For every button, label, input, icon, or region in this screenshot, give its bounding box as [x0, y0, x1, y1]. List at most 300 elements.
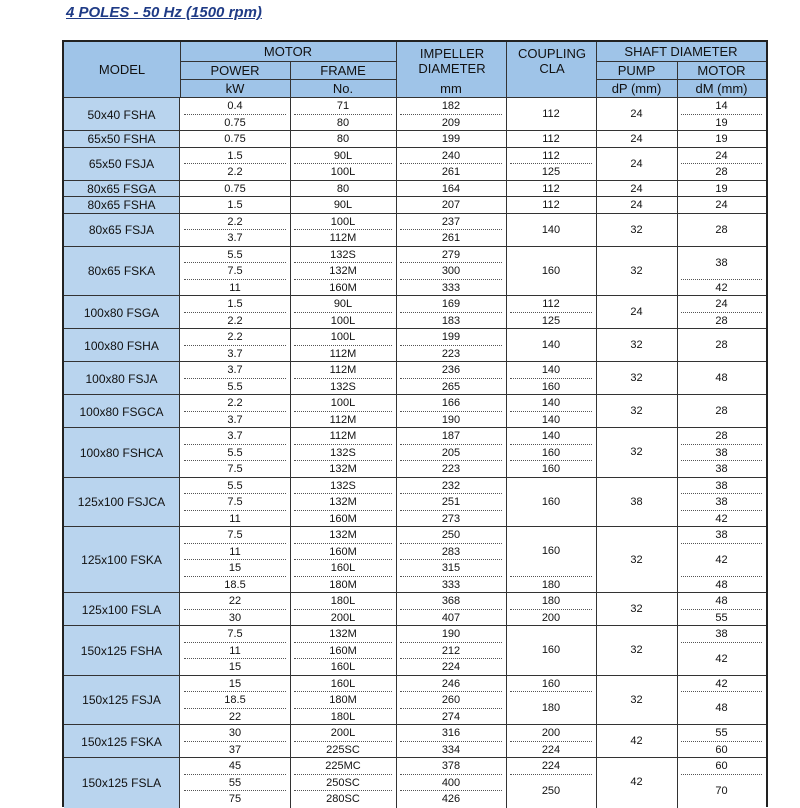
column-rule	[506, 247, 507, 297]
model-group	[64, 147, 766, 181]
power-cell: 0.75	[224, 133, 246, 145]
model-cell: 100x80 FSGA	[64, 296, 180, 329]
model-group	[64, 130, 766, 148]
model-cell: 125x100 FSJCA	[64, 478, 180, 528]
impeller-cell: 166	[400, 395, 502, 412]
frame-cell: 160M	[329, 281, 357, 294]
impeller-cell: 300	[400, 263, 502, 280]
motor-shaft-cell: 48	[681, 593, 762, 610]
frame-cell: 100L	[330, 166, 356, 178]
power-cell: 7.5	[227, 463, 243, 475]
column-rule	[677, 428, 678, 478]
coupling-cell: 180	[510, 593, 592, 610]
model-group	[64, 625, 766, 676]
model-cell: 80x65 FSHA	[64, 197, 180, 214]
coupling-cell: 160	[510, 445, 592, 462]
impeller-cell: 333	[441, 578, 461, 591]
header-impeller: IMPELLER DIAMETER	[418, 46, 486, 76]
frame-cell: 180M	[329, 578, 357, 591]
motor-shaft-cell: 42	[681, 544, 762, 577]
impeller-cell: 209	[441, 116, 461, 129]
pump-shaft-cell: 42	[630, 776, 643, 788]
column-rule	[506, 131, 507, 148]
model-group	[64, 361, 766, 395]
coupling-cell: 160	[510, 527, 592, 577]
frame-cell: 160L	[294, 676, 392, 693]
header-impeller-unit: mm	[440, 80, 462, 96]
impeller-cell: 199	[441, 133, 461, 145]
impeller-cell: 190	[441, 413, 461, 426]
column-rule	[506, 148, 507, 181]
motor-shaft-cell: 28	[715, 166, 728, 178]
frame-cell: 180L	[330, 710, 356, 723]
column-rule	[290, 214, 291, 247]
column-rule	[506, 527, 507, 593]
frame-cell: 132S	[294, 445, 392, 462]
column-rule	[290, 428, 291, 478]
frame-cell: 132S	[294, 247, 392, 264]
power-cell: 15	[184, 560, 286, 577]
power-cell: 3.7	[227, 232, 243, 244]
impeller-cell: 199	[400, 329, 502, 346]
power-cell: 3.7	[184, 428, 286, 445]
motor-shaft-cell: 28	[681, 428, 762, 445]
column-rule	[596, 181, 597, 198]
pump-shaft-cell: 24	[630, 182, 643, 195]
power-cell: 0.75	[224, 116, 246, 129]
column-rule	[596, 362, 597, 395]
column-rule	[290, 197, 291, 214]
power-cell: 5.5	[227, 380, 243, 393]
frame-cell: 132M	[329, 463, 357, 475]
column-rule	[506, 593, 507, 626]
column-rule	[596, 247, 597, 297]
impeller-cell: 368	[400, 593, 502, 610]
motor-shaft-cell: 60	[681, 758, 762, 775]
model-cell: 65x50 FSHA	[64, 131, 180, 148]
motor-shaft-cell: 48	[715, 702, 728, 714]
power-cell: 7.5	[184, 626, 286, 643]
pump-shaft-cell: 32	[630, 264, 643, 277]
column-rule	[396, 362, 397, 395]
frame-cell: 225SC	[326, 743, 360, 756]
header-rule	[596, 61, 766, 62]
model-cell: 65x50 FSJA	[64, 148, 180, 181]
frame-cell: 132M	[294, 626, 392, 643]
header-pump-unit: dP (mm)	[611, 80, 662, 96]
header-frame: FRAME	[320, 62, 366, 78]
column-rule	[290, 148, 291, 181]
column-rule	[506, 98, 507, 131]
power-cell: 5.5	[184, 478, 286, 495]
column-rule	[396, 197, 397, 214]
impeller-cell: 212	[400, 643, 502, 660]
column-rule	[596, 214, 597, 247]
column-rule	[596, 725, 597, 758]
impeller-cell: 169	[400, 296, 502, 313]
motor-shaft-cell: 19	[715, 116, 728, 129]
header-rule	[180, 79, 396, 80]
impeller-cell: 190	[400, 626, 502, 643]
coupling-cell: 200	[510, 725, 592, 742]
frame-cell: 80	[336, 133, 350, 145]
motor-shaft-cell: 28	[715, 405, 728, 417]
power-cell: 2.2	[184, 395, 286, 412]
motor-shaft-cell: 60	[715, 743, 728, 756]
power-cell: 1.5	[184, 296, 286, 313]
model-cell: 80x65 FSJA	[64, 214, 180, 247]
model-cell: 100x80 FSHCA	[64, 428, 180, 478]
column-rule	[677, 197, 678, 214]
pump-shaft-cell: 24	[630, 108, 643, 120]
frame-cell: 112M	[329, 413, 357, 426]
motor-shaft-cell: 24	[715, 199, 728, 211]
power-cell: 1.5	[184, 148, 286, 165]
column-rule	[506, 296, 507, 329]
model-group	[64, 97, 766, 131]
pump-shaft-cell: 32	[630, 554, 643, 566]
header-rule	[596, 42, 597, 97]
coupling-cell: 140	[541, 413, 561, 426]
coupling-cell: 180	[541, 578, 561, 591]
frame-cell: 80	[336, 182, 350, 195]
pump-shaft-cell: 24	[630, 133, 643, 145]
header-rule	[180, 61, 396, 62]
column-rule	[290, 98, 291, 131]
column-rule	[677, 214, 678, 247]
model-group	[64, 592, 766, 626]
impeller-cell: 260	[400, 692, 502, 709]
header-rule	[180, 42, 181, 97]
header-frame-unit: No.	[332, 80, 354, 96]
motor-shaft-cell: 14	[681, 98, 762, 115]
coupling-cell: 140	[541, 339, 561, 351]
coupling-cell: 200	[541, 611, 561, 624]
header-rule	[596, 79, 766, 80]
coupling-cell: 140	[510, 362, 592, 379]
model-group	[64, 180, 766, 198]
frame-cell: 200L	[294, 725, 392, 742]
impeller-cell: 246	[400, 676, 502, 693]
power-cell: 2.2	[227, 166, 243, 178]
column-rule	[596, 98, 597, 131]
motor-shaft-cell: 24	[681, 296, 762, 313]
column-rule	[596, 626, 597, 676]
column-rule	[396, 758, 397, 808]
pump-shaft-cell: 24	[630, 199, 643, 211]
impeller-cell: 164	[441, 182, 461, 195]
column-rule	[506, 214, 507, 247]
model-cell: 150x125 FSLA	[64, 758, 180, 808]
motor-shaft-cell: 28	[715, 223, 728, 236]
coupling-cell: 160	[541, 463, 561, 475]
column-rule	[596, 478, 597, 528]
impeller-cell: 426	[441, 793, 461, 805]
pump-shaft-cell: 38	[630, 495, 643, 508]
coupling-cell: 112	[510, 296, 592, 313]
column-rule	[290, 478, 291, 528]
coupling-cell: 160	[541, 495, 561, 508]
model-group	[64, 246, 766, 297]
model-cell: 125x100 FSLA	[64, 593, 180, 626]
impeller-cell: 407	[441, 611, 461, 624]
column-rule	[677, 478, 678, 528]
pump-shaft-cell: 32	[630, 693, 643, 706]
pump-shaft-cell: 24	[630, 306, 643, 318]
column-rule	[396, 626, 397, 676]
frame-cell: 132M	[294, 527, 392, 544]
frame-cell: 100L	[294, 214, 392, 231]
model-cell: 100x80 FSJA	[64, 362, 180, 395]
column-rule	[596, 395, 597, 428]
header-pump: PUMP	[617, 62, 656, 78]
column-rule	[290, 329, 291, 362]
motor-shaft-cell: 19	[715, 182, 728, 195]
motor-shaft-cell: 28	[715, 314, 728, 327]
pump-shaft-cell: 32	[630, 223, 643, 236]
column-rule	[596, 676, 597, 726]
model-cell: 80x65 FSKA	[64, 247, 180, 297]
impeller-cell: 205	[400, 445, 502, 462]
power-cell: 3.7	[227, 413, 243, 426]
column-rule	[677, 676, 678, 726]
pump-shaft-cell: 24	[630, 157, 643, 170]
header-shaft: SHAFT DIAMETER	[624, 44, 738, 59]
frame-cell: 160L	[294, 560, 392, 577]
column-rule	[290, 296, 291, 329]
column-rule	[506, 758, 507, 808]
power-cell: 22	[228, 710, 242, 723]
header-motor-shaft: MOTOR	[697, 62, 746, 78]
power-cell: 11	[229, 512, 241, 525]
coupling-cell: 224	[510, 758, 592, 775]
frame-cell: 90L	[294, 296, 392, 313]
column-rule	[677, 247, 678, 297]
power-cell: 5.5	[184, 445, 286, 462]
column-rule	[396, 478, 397, 528]
impeller-cell: 378	[400, 758, 502, 775]
frame-cell: 160M	[329, 512, 357, 525]
header-power: POWER	[210, 62, 260, 78]
impeller-cell: 182	[400, 98, 502, 115]
power-cell: 0.4	[184, 98, 286, 115]
coupling-cell: 160	[510, 676, 592, 693]
impeller-cell: 223	[441, 347, 461, 360]
column-rule	[396, 98, 397, 131]
column-rule	[677, 329, 678, 362]
power-cell: 11	[184, 643, 286, 660]
model-cell: 50x40 FSHA	[64, 98, 180, 131]
column-rule	[596, 527, 597, 593]
header-rule	[396, 42, 397, 97]
impeller-cell: 251	[400, 494, 502, 511]
page-title: 4 POLES - 50 Hz (1500 rpm)	[66, 4, 262, 21]
column-rule	[290, 593, 291, 626]
motor-shaft-cell: 42	[715, 652, 728, 665]
impeller-cell: 279	[400, 247, 502, 264]
header-model: MODEL	[64, 42, 180, 97]
frame-cell: 80	[336, 116, 350, 129]
column-rule	[677, 362, 678, 395]
column-rule	[506, 197, 507, 214]
power-cell: 45	[184, 758, 286, 775]
column-rule	[596, 197, 597, 214]
impeller-cell: 315	[400, 560, 502, 577]
column-rule	[677, 758, 678, 808]
coupling-cell: 140	[541, 223, 561, 236]
power-cell: 11	[229, 281, 241, 294]
pump-shaft-cell: 32	[630, 446, 643, 458]
impeller-cell: 224	[441, 661, 461, 673]
frame-cell: 132S	[294, 478, 392, 495]
column-rule	[506, 181, 507, 198]
header-motor: MOTOR	[263, 44, 313, 59]
column-rule	[596, 131, 597, 148]
coupling-cell: 140	[510, 395, 592, 412]
motor-shaft-cell: 38	[681, 626, 762, 643]
power-cell: 5.5	[184, 247, 286, 264]
column-rule	[290, 527, 291, 593]
power-cell: 55	[184, 775, 286, 792]
column-rule	[506, 478, 507, 528]
frame-cell: 100L	[294, 395, 392, 412]
frame-cell: 71	[294, 98, 392, 115]
column-rule	[290, 247, 291, 297]
frame-cell: 160M	[294, 643, 392, 660]
column-rule	[677, 395, 678, 428]
header-motor-unit: dM (mm)	[695, 80, 748, 96]
column-rule	[677, 593, 678, 626]
column-rule	[677, 527, 678, 593]
model-cell: 125x100 FSKA	[64, 527, 180, 593]
column-rule	[290, 181, 291, 198]
impeller-cell: 261	[441, 166, 461, 178]
motor-shaft-cell: 38	[681, 478, 762, 495]
model-group	[64, 328, 766, 362]
frame-cell: 100L	[294, 329, 392, 346]
frame-cell: 112M	[329, 232, 357, 244]
power-cell: 15	[184, 676, 286, 693]
coupling-cell: 125	[541, 314, 561, 327]
impeller-cell: 240	[400, 148, 502, 165]
motor-shaft-cell: 28	[715, 339, 728, 351]
motor-shaft-cell: 48	[715, 578, 728, 591]
header-power-unit: kW	[225, 80, 245, 96]
frame-cell: 280SC	[326, 793, 360, 805]
coupling-cell: 224	[541, 743, 561, 756]
pump-shaft-cell: 32	[630, 603, 643, 615]
pump-shaft-cell: 32	[630, 372, 643, 384]
model-group	[64, 427, 766, 478]
column-rule	[596, 296, 597, 329]
column-rule	[396, 676, 397, 726]
motor-shaft-cell: 24	[681, 148, 762, 165]
frame-cell: 90L	[333, 199, 353, 211]
model-group	[64, 526, 766, 593]
model-cell: 150x125 FSJA	[64, 676, 180, 726]
power-cell: 2.2	[227, 314, 243, 327]
column-rule	[290, 395, 291, 428]
frame-cell: 112M	[329, 347, 357, 360]
frame-cell: 100L	[330, 314, 356, 327]
column-rule	[506, 725, 507, 758]
impeller-cell: 237	[400, 214, 502, 231]
column-rule	[596, 148, 597, 181]
power-cell: 7.5	[184, 494, 286, 511]
column-rule	[506, 676, 507, 726]
frame-cell: 132M	[294, 263, 392, 280]
impeller-cell: 283	[400, 544, 502, 561]
column-rule	[396, 214, 397, 247]
impeller-cell: 223	[441, 463, 461, 475]
power-cell: 75	[228, 793, 242, 805]
impeller-cell: 183	[441, 314, 461, 327]
model-group	[64, 477, 766, 528]
motor-shaft-cell: 38	[681, 494, 762, 511]
model-cell: 80x65 FSGA	[64, 181, 180, 198]
column-rule	[506, 329, 507, 362]
column-rule	[290, 362, 291, 395]
column-rule	[506, 395, 507, 428]
column-rule	[396, 395, 397, 428]
motor-shaft-cell: 42	[681, 676, 762, 693]
column-rule	[396, 296, 397, 329]
impeller-cell: 261	[441, 232, 461, 244]
column-rule	[677, 131, 678, 148]
power-cell: 3.7	[184, 362, 286, 379]
motor-shaft-cell: 38	[681, 247, 762, 280]
column-rule	[506, 626, 507, 676]
frame-cell: 180M	[294, 692, 392, 709]
column-rule	[677, 148, 678, 181]
impeller-cell: 274	[441, 710, 461, 723]
power-cell: 0.75	[224, 182, 246, 195]
motor-shaft-cell: 42	[715, 512, 728, 525]
motor-shaft-cell: 70	[715, 784, 728, 797]
column-rule	[677, 98, 678, 131]
column-rule	[677, 626, 678, 676]
coupling-cell: 112	[542, 108, 560, 120]
power-cell: 7.5	[184, 263, 286, 280]
coupling-cell: 180	[541, 702, 561, 714]
power-cell: 2.2	[184, 214, 286, 231]
impeller-cell: 236	[400, 362, 502, 379]
impeller-cell: 250	[400, 527, 502, 544]
column-rule	[506, 362, 507, 395]
power-cell: 22	[184, 593, 286, 610]
column-rule	[396, 527, 397, 593]
column-rule	[396, 725, 397, 758]
frame-cell: 180L	[294, 593, 392, 610]
power-cell: 37	[228, 743, 242, 756]
model-group	[64, 675, 766, 726]
pump-shaft-cell: 32	[630, 339, 643, 351]
column-rule	[396, 247, 397, 297]
coupling-cell: 160	[541, 380, 561, 393]
impeller-cell: 187	[400, 428, 502, 445]
motor-shaft-cell: 38	[681, 527, 762, 544]
frame-cell: 132M	[294, 494, 392, 511]
coupling-cell: 112	[542, 182, 560, 195]
column-rule	[290, 626, 291, 676]
pump-shaft-cell: 42	[630, 735, 643, 747]
power-cell: 30	[228, 611, 242, 624]
coupling-cell: 112	[510, 148, 592, 165]
frame-cell: 90L	[294, 148, 392, 165]
column-rule	[396, 148, 397, 181]
motor-shaft-cell: 55	[715, 611, 728, 624]
power-cell: 2.2	[184, 329, 286, 346]
